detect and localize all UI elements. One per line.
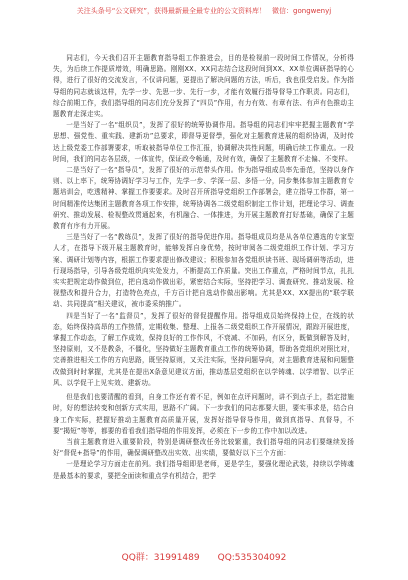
paragraph-guide: 二是当好了一名“指导员”，发挥了很好的示范带头作用。作为指导组成员率先垂范，坚持以身作则、以上率下，统筹协调好学习与工作，先学一步、学深一层、多悟一分，同步集体参加主题教育专题培训会，吃透精神、掌握工作要要求。及时召开所指导党组织工作部署会，建立指导工作群，第一时间精准传达集团主题教育各项工作安排，统筹协调各二级党组织制定工作计划，把理论学习、调查研究、推动发展、检视整改贯通起来，有机融合、一体推进，为开展主题教育打好基础，确保了主题教育有序有力开展。 <box>53 166 354 231</box>
paragraph-organizer: 一是当好了一名“组织员”，发挥了很好的统筹协调作用。指导组的同志们牢牢把握主题教育“学思想、强党性、重实践、建新功”总要求，即督导更督學，强化对主题教育进展的组织协调，及时传达上级党委工作部署要求，听取被指导单位工作汇报，协调解决共性问题，明确后续工作重点。一段时间，我们的同志各层级，一体宣传，保证政令畅通，及时有效，确保了主题教育不走偏、不变样。 <box>53 121 354 163</box>
paragraph-theory: 一是理论学习方面走在前列。我们指导组即是老师，更是学生，要强化理论武装，持续以学铸魂是最基本的要求，要把全面读和重点学有机结合，把学 <box>53 460 354 480</box>
paragraph-intro: 同志们，今天我们召开主题教育指导组工作推进会，目的是检视前一段时间工作情况，分析得失，为后续工作提质增效，明确思路。刚刚XX、XX同志结合这段时间到XX、XX单位调研指导的心得，进行了很好的交流发言，不仅讲问题，更提出了解决问题的方法，听后，我也很受启发。作为指导组的同志就该这样，先学一步、先思一步、先行一步，才能有效履行指导督导工作职责。同志们，综合前期工作，我们指导组的同志们充分发挥了“四员”作用，有力有效、有章有法、有声有色推动主题教育走深走实。 <box>53 54 354 119</box>
header-wechat: 微信：gongwenyj <box>272 7 332 15</box>
footer-qq: QQ:535304092 <box>217 553 287 563</box>
paragraph-coach: 三是当好了一名“教练员”，发挥了很好的指导促进作用。指导组成员均是从各单位遴选的专家型人才，在指导下级开展主题教育时，能够发挥自身优势，按时审阅各二级党组织工作计划、学习方案、调研计划等内容，根据工作要求提出修改建议；积极参加各党组织读书班、现场调研等活动，进行现场指导，引导各级党组织向实处发力，不断提高工作质量。突出工作重点，严格时间节点，扎扎实实把规定动作做到位，把自选动作做出彩，紧密结合实际，坚持把学习、调查研究、推动发展、检视整改和提升合力，打造特色亮点，千方百计把自选动作做出影响。尤其是XX、XX提出的“联学联动、共同提高”相关建议，被市委采纳推广。 <box>53 233 354 309</box>
footer-qq-group: QQ群：31991489 <box>121 553 200 563</box>
paragraph-shortcomings: 但是我们也要清醒的看到，自身工作还有着不足，例如在点评问题时，讲不到点子上，指定措施时，好的想法转变和创新方式实用，思路不广阔。下一步我们的同志都要大胆，要实事求是，结合自身工作实际，把握好推动主题教育高质量开展，发挥好指导督导作用，做到真指导、真督导，不要“揭短”等等，都要的看看我们指导组的作用发挥，必须在下一步的工作中加以改进。 <box>53 393 354 435</box>
paragraph-supervisor: 四是当好了一名“监督员”，发挥了很好的督促提醒作用。指导组成员始终保持上位，在线的状态，始终保持高昂的工作热情，定期收集、整理、上报各二级党组织工作开展情况，跟踪开展进度，掌握工作动态，了解工作成效，保持良好的工作作风，不衰减、不加码，有区分，既做到解答及时，坚持原则，又不是教条，不僵化，坚持做好主题教育重点工作的统筹协调，帮助各党组织对照比对，完善推进相关工作的方向思路，既坚持原则，又关注实际，坚持问题导向，对主题教育进展和问题整改做到时时掌握，尤其是在提出X条意见建议方面，推动基层党组织在以学铸魂、以学增智、以学正风、以学促干上见实效、建新功。 <box>53 311 354 387</box>
footer-contact <box>0 552 408 564</box>
paragraph-next-steps: 当前主题教育进入重要阶段，特别是调研整改任务比较繁重，我们指导组的同志们要继续发扬好“督促+指导”的作用，确保调研整改出实效、出实绩，要做好以下三个方面： <box>53 437 354 458</box>
header-notice: 关注头条号“公文研究”，获得最新最全最专业的公文资料库！ <box>76 7 267 15</box>
document-body <box>53 53 354 482</box>
header-banner <box>0 6 408 16</box>
